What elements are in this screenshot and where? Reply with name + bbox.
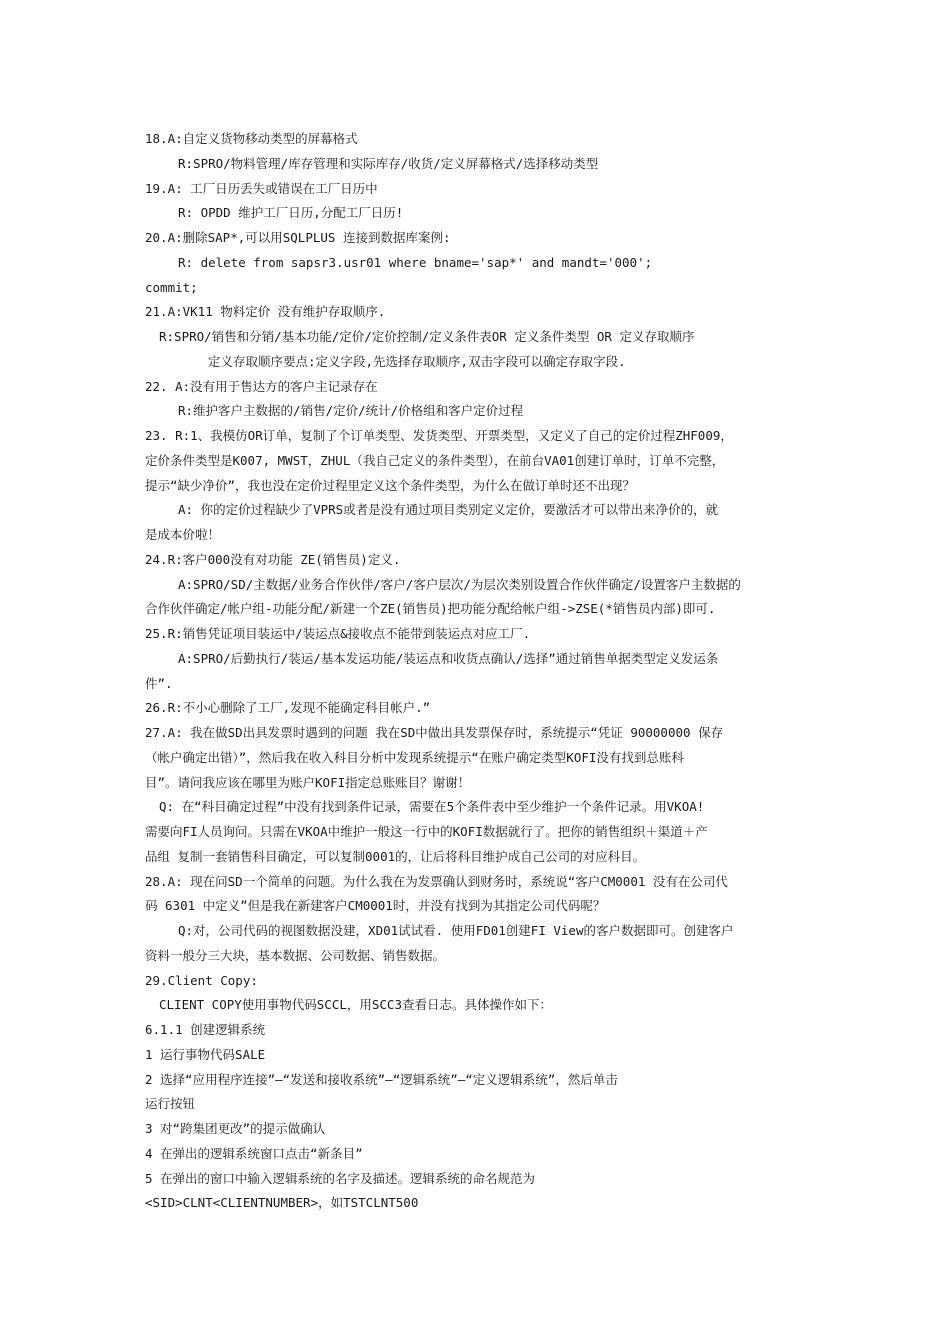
text-line: R: OPDD 维护工厂日历,分配工厂日历! xyxy=(178,205,404,221)
text-line: CLIENT COPY使用事物代码SCCL，用SCC3查看日志。具体操作如下： xyxy=(159,997,552,1013)
text-line: 定价条件类型是K007, MWST，ZHUL（我自己定义的条件类型），在前台VA01创建订单时，订单不完整， xyxy=(145,452,725,468)
text-line: 品组 复制一套销售科目确定，可以复制0001的，让后将科目维护成自己公司的对应科目。 xyxy=(145,848,646,864)
text-line: R:SPRO/物料管理/库存管理和实际库存/收货/定义屏幕格式/选择移动类型 xyxy=(178,155,599,171)
text-line: R: delete from sapsr3.usr01 where bname='sap*' and mandt='000'; xyxy=(178,254,653,270)
text-line: R:维护客户主数据的/销售/定价/统计/价格组和客户定价过程 xyxy=(178,403,524,419)
text-line: 码 6301 中定义”但是我在新建客户CM0001时，并没有找到为其指定公司代码呢？ xyxy=(145,898,606,914)
document-body xyxy=(145,127,810,1216)
text-line: 22. A:没有用于售达方的客户主记录存在 xyxy=(145,378,378,394)
text-line: 6.1.1 创建逻辑系统 xyxy=(145,1022,266,1037)
text-line: Q: 在“科目确定过程”中没有找到条件记录，需要在5个条件表中至少维护一个条件记录。用VKOA! xyxy=(159,799,705,815)
text-line: 3 对“跨集团更改”的提示做确认 xyxy=(145,1121,326,1136)
text-line: commit; xyxy=(145,279,198,295)
text-line: 20.A:删除SAP*,可以用SQLPLUS 连接到数据库案例: xyxy=(145,230,451,245)
text-line: A:SPRO/SD/主数据/业务合作伙伴/客户/客户层次/为层次类别设置合作伙伴确定/设置客户主数据的 xyxy=(178,576,741,592)
text-line: Q:对，公司代码的视图数据没建，XD01试试看. 使用FD01创建FI View的客户数据即可。创建客户 xyxy=(178,923,734,938)
text-line: 23. R:1、我模仿OR订单，复制了个订单类型、发货类型、开票类型，又定义了自己的定价过程ZHF009， xyxy=(145,428,733,443)
text-line: 28.A: 现在问SD一个简单的问题。为什么我在为发票确认到财务时，系统说“客户CM0001 没有在公司代 xyxy=(145,873,728,889)
text-line: R:SPRO/销售和分销/基本功能/定价/定价控制/定义条件表OR 定义条件类型 OR 定义存取顺序 xyxy=(159,329,695,344)
text-line: 5 在弹出的窗口中输入逻辑系统的名字及描述。逻辑系统的命名规范为 xyxy=(145,1170,536,1186)
text-line: 1 运行事物代码SALE xyxy=(145,1046,266,1062)
text-line: 合作伙伴确定/帐户组-功能分配/新建一个ZE(销售员)把功能分配给帐户组->ZSE(*销售员内部)即可. xyxy=(145,601,716,617)
text-line: <SID>CLNT<CLIENTNUMBER>，如TSTCLNT500 xyxy=(145,1195,419,1211)
text-line: 27.A: 我在做SD出具发票时遇到的问题 我在SD中做出具发票保存时，系统提示“凭证 90000000 保存 xyxy=(145,725,724,740)
text-line: 目”。请问我应该在哪里为账户KOFI指定总账账目？谢谢！ xyxy=(145,774,471,790)
text-line: 18.A:自定义货物移动类型的屏幕格式 xyxy=(145,131,358,146)
text-line: 19.A: 工厂日历丢失或错误在工厂日历中 xyxy=(145,180,378,196)
text-line: 2 选择“应用程序连接”—“发送和接收系统”—“逻辑系统”—“定义逻辑系统”，然后单击 xyxy=(145,1071,618,1087)
text-line: 25.R:销售凭证项目装运中/装运点&接收点不能带到装运点对应工厂. xyxy=(145,626,531,641)
text-line: 4 在弹出的逻辑系统窗口点击“新条目” xyxy=(145,1145,363,1161)
text-line: 定义存取顺序要点:定义字段,先选择存取顺序,双击字段可以确定存取字段. xyxy=(208,353,626,369)
text-line: 是成本价啦！ xyxy=(145,527,221,542)
text-line: 提示“缺少净价”，我也没在定价过程里定义这个条件类型，为什么在做订单时还不出现？ xyxy=(145,477,636,493)
text-line: 件”. xyxy=(145,675,173,691)
text-line: 29.Client Copy: xyxy=(145,972,258,988)
text-line: 资料一般分三大块，基本数据、公司数据、销售数据。 xyxy=(145,947,446,963)
text-line: 需要向FI人员询问。只需在VKOA中维护一般这一行中的KOFI数据就行了。把你的销售组织＋渠道＋产 xyxy=(145,824,708,839)
text-line: 21.A:VK11 物料定价 没有维护存取顺序. xyxy=(145,304,386,320)
text-line: A: 你的定价过程缺少了VPRS或者是没有通过项目类别定义定价，要激活才可以带出来净价的，就 xyxy=(178,502,719,518)
text-line: A:SPRO/后勤执行/装运/基本发运功能/装运点和收货点确认/选择”通过销售单据类型定义发运条 xyxy=(178,650,719,666)
text-line: 26.R:不小心删除了工厂,发现不能确定科目帐户.” xyxy=(145,700,431,716)
text-line: （帐户确定出错）”，然后我在收入科目分析中发现系统提示“在账户确定类型KOFI没有找到总账科 xyxy=(145,749,684,765)
text-line: 运行按钮 xyxy=(145,1096,196,1112)
text-line: 24.R:客户000没有对功能 ZE(销售员)定义. xyxy=(145,551,401,567)
